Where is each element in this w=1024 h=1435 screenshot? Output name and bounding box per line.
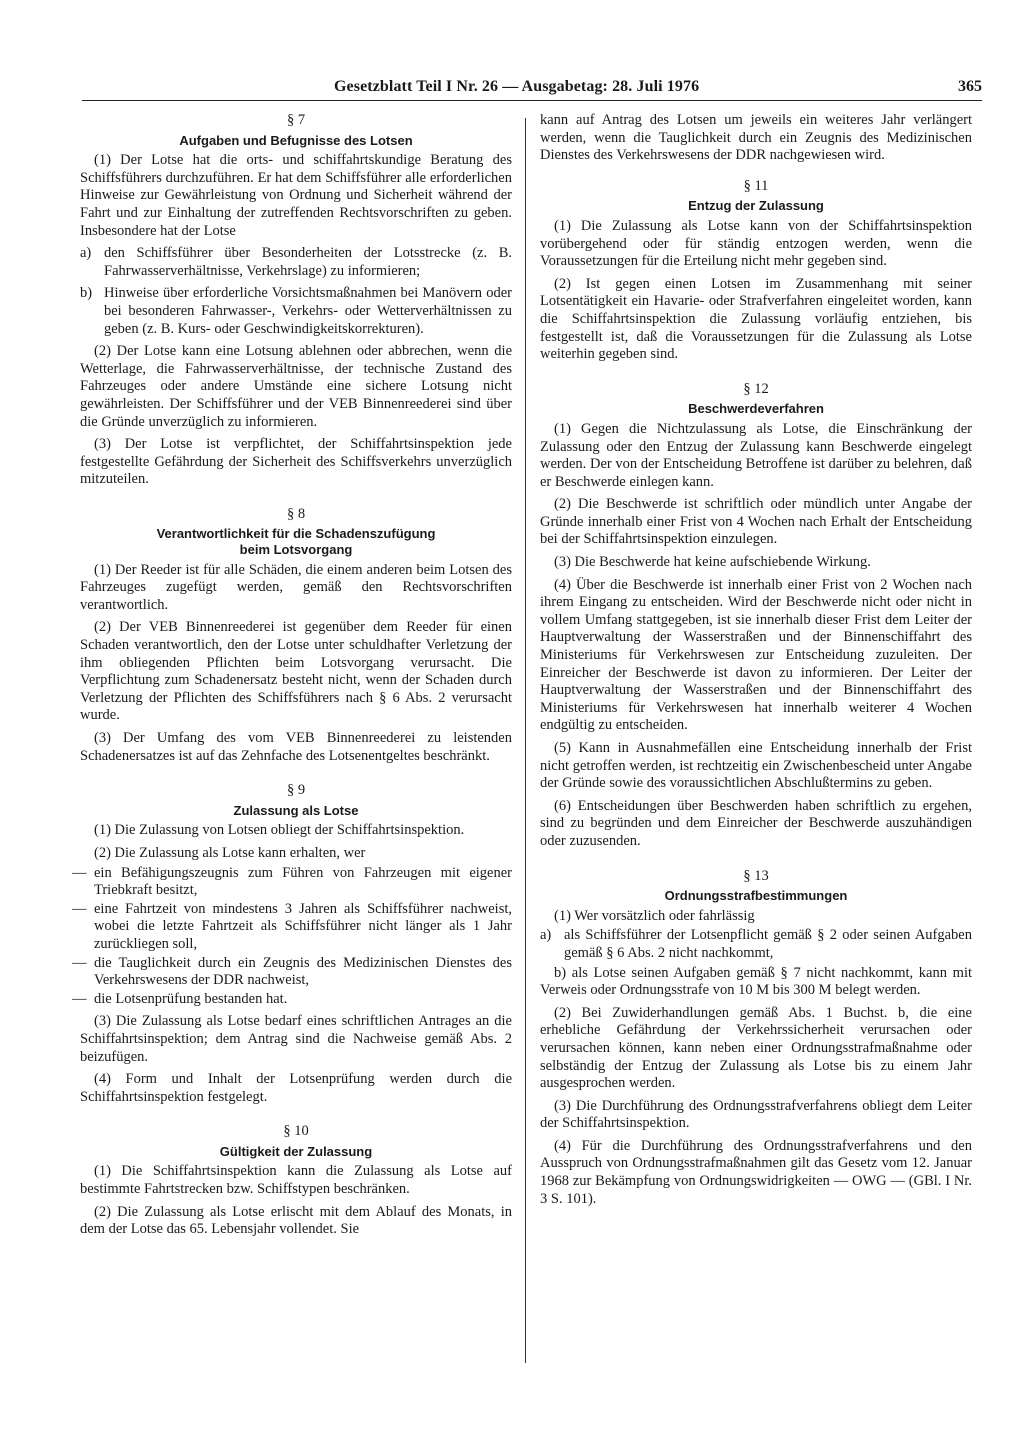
column-divider bbox=[525, 118, 526, 1363]
section-13 bbox=[540, 868, 972, 1209]
paragraph: (1) Die Zulassung als Lotse kann von der Schiffahrtsinspektion vorübergehend oder für ständig entzogen werden, wenn die Voraussetzungen für die Erteilung nicht mehr gegeben sind. bbox=[540, 217, 972, 270]
paragraph: (1) Die Zulassung von Lotsen obliegt der Schiffahrtsinspektion. bbox=[94, 822, 465, 839]
paragraph: (2) Der Lotse kann eine Lotsung ablehnen oder abbrechen, wenn die Wetterlage, die Fahrwasserverhältnisse, der technische Zustand des Fahrzeuges oder andere Umstände eine sichere Lotsung nicht gewährleisten. Der Schiffsführer und der VEB Binnenreederei sind über die Gründe unverzüglich zu informieren. bbox=[80, 343, 512, 430]
paragraph: (4) Form und Inhalt der Lotsenprüfung werden durch die Schiffahrtsinspektion festgelegt. bbox=[80, 1071, 512, 1105]
list-item bbox=[80, 245, 512, 280]
dash-item bbox=[72, 990, 512, 1009]
section-11 bbox=[540, 178, 972, 364]
right-column bbox=[540, 112, 972, 1213]
paragraph: (4) Über die Beschwerde ist innerhalb einer Frist von 2 Wochen nach ihrem Eingang zu entscheiden. Wird der Beschwerde nicht oder nicht in vollem Umfang stattgegeben, ist sie innerhalb dieser Frist dem Leiter der Hauptverwaltung der Wasserstraßen und der Binnenschiffahrt des Ministeriums für Verkehrswesen zur Entscheidung zuzuleiten. Der Einreicher der Beschwerde ist davon zu informieren. Der Leiter der Hauptverwaltung der Wasserstraßen und der Binnenschiffahrt des Ministeriums für Verkehrswesen hat innerhalb weiterer 4 Wochen endgültig zu entscheiden. bbox=[540, 576, 972, 734]
paragraph: (3) Der Lotse ist verpflichtet, der Schiffahrtsinspektion jede festgestellte Gefährdung der Sicherheit des Schiffsverkehrs unverzüglich mitzuteilen. bbox=[80, 436, 512, 488]
section-number: § 7 bbox=[286, 112, 306, 128]
section-number: § 8 bbox=[286, 505, 306, 522]
paragraph: (3) Die Beschwerde hat keine aufschiebende Wirkung. bbox=[554, 554, 871, 571]
section-12 bbox=[540, 381, 972, 851]
list-item-text: Hinweise über erforderliche Vorsichtsmaßnahmen bei Manövern oder bei besonderen Fahrwasser-, Verkehrs- oder Wetterverhältnissen zu geben (z. B. Kurs- oder Geschwindigkeitskorrekturen). bbox=[104, 285, 512, 337]
paragraph: (4) Für die Durchführung des Ordnungsstrafverfahrens und den Ausspruch von Ordnungsstrafmaßnahmen gilt das Gesetz vom 12. Januar 1968 zur Bekämpfung von Ordnungswidrigkeiten — OWG — (GBl. I Nr. 3 S. 101). bbox=[540, 1137, 972, 1207]
paragraph: b) als Lotse seinen Aufgaben gemäß § 7 nicht nachkommt, kann mit Verweis oder Ordnungsstrafe von 10 M bis 300 M belegt werden. bbox=[540, 964, 972, 999]
section-title: Zulassung als Lotse bbox=[233, 802, 359, 818]
paragraph: (2) Die Zulassung als Lotse erlischt mit dem Ablauf des Monats, in dem der Lotse das 65. Lebensjahr vollendet. Sie bbox=[80, 1203, 512, 1238]
dash-item bbox=[72, 954, 512, 990]
dash-item bbox=[72, 900, 512, 954]
dash-marker: — bbox=[72, 900, 87, 917]
list-marker: b) bbox=[80, 285, 93, 302]
paragraph: (1) Die Schiffahrtsinspektion kann die Zulassung als Lotse auf bestimmte Fahrtstrecken bzw. Schiffstypen beschränken. bbox=[80, 1163, 512, 1198]
section-title: Beschwerdeverfahren bbox=[688, 401, 824, 417]
list-marker: a) bbox=[80, 245, 92, 262]
section-title: Gültigkeit der Zulassung bbox=[219, 1143, 373, 1159]
paragraph: (3) Der Umfang des vom VEB Binnenreederei zu leistenden Schadenersatzes ist auf das Zehnfache des Lotsenentgeltes beschränkt. bbox=[80, 730, 512, 764]
header-rule bbox=[82, 100, 982, 101]
section-number: § 11 bbox=[743, 177, 769, 194]
section-title: Aufgaben und Befugnisse des Lotsen bbox=[179, 132, 413, 148]
list-item-text: ein Befähigungszeugnis zum Führen von Fahrzeugen mit eigener Triebkraft besitzt, bbox=[94, 864, 512, 899]
section-9 bbox=[72, 782, 512, 1106]
paragraph: (1) Der Lotse hat die orts- und schiffahrtskundige Beratung des Schiffsführers durchzuführen. Er hat dem Schiffsführer alle erforderlichen Hinweise zur Gewährleistung von Ordnung und Sicherheit während der Fahrt und zur Einhaltung der zutreffenden Rechtsvorschriften zu geben. Insbesondere hat der Lotse bbox=[80, 152, 512, 239]
section-title-line-2: beim Lotsvorgang bbox=[239, 542, 353, 558]
paragraph: (3) Die Durchführung des Ordnungsstrafverfahrens obliegt dem Leiter der Schiffahrtsinspektion. bbox=[540, 1097, 972, 1132]
list-item-text: die Lotsenprüfung bestanden hat. bbox=[94, 990, 288, 1007]
paragraph: (2) Der VEB Binnenreederei ist gegenüber dem Reeder für einen Schaden verantwortlich, den der Lotse unter schuldhafter Verletzung der ihm obliegenden Pflichten beim Lotsvorgang verursacht. Die Verpflichtung zum Schadenersatz besteht nicht, wenn der Schaden durch Verletzung der Pflichten des Schiffsführers nach § 6 Abs. 2 verursacht wurde. bbox=[80, 619, 512, 724]
section-title: Verantwortlichkeit für die Schadenszufügung bbox=[156, 526, 436, 542]
section-7 bbox=[80, 112, 512, 489]
list-item bbox=[540, 927, 972, 962]
paragraph: (2) Die Beschwerde ist schriftlich oder mündlich unter Angabe der Gründe innerhalb einer Frist von 4 Wochen nach Erhalt der Entscheidung bei der Schiffahrtsinspektion einzulegen. bbox=[540, 496, 972, 548]
paragraph: (1) Gegen die Nichtzulassung als Lotse, die Einschränkung der Zulassung oder den Entzug der Zulassung kann Beschwerde eingelegt werden. Der von der Entscheidung Betroffene ist darüber zu belehren, daß er Beschwerde einlegen kann. bbox=[540, 420, 972, 490]
paragraph: (5) Kann in Ausnahmefällen eine Entscheidung innerhalb der Frist nicht getroffen werden, ist rechtzeitig ein Zwischenbescheid unter Angabe der Gründe sowie des voraussichtlichen Abschlußtermins zu geben. bbox=[540, 740, 972, 792]
section-number: § 10 bbox=[283, 1123, 309, 1140]
paragraph: (6) Entscheidungen über Beschwerden haben schriftlich zu ergehen, sind zu begründen und dem Einreicher der Beschwerde auszuhändigen oder zuzusenden. bbox=[540, 797, 972, 849]
list-item-text: die Tauglichkeit durch ein Zeugnis des Medizinischen Dienstes des Verkehrswesens der DDR nachweist, bbox=[94, 954, 512, 989]
paragraph-continuation: kann auf Antrag des Lotsen um jeweils ein weiteres Jahr verlängert werden, wenn die Tauglichkeit durch ein Zeugnis des Medizinischen Dienstes des Verkehrswesens der DDR nachgewiesen wird. bbox=[540, 112, 972, 164]
section-number: § 13 bbox=[743, 867, 769, 884]
page-number: 365 bbox=[958, 78, 982, 95]
dash-item bbox=[72, 864, 512, 900]
header-title: Gesetzblatt Teil I Nr. 26 — Ausgabetag: 28. Juli 1976 bbox=[334, 78, 700, 95]
section-title: Ordnungsstrafbestimmungen bbox=[664, 888, 848, 904]
list-item-text: den Schiffsführer über Besonderheiten der Lotsstrecke (z. B. Fahrwasserverhältnisse, Verkehrslage) zu informieren; bbox=[104, 245, 512, 279]
paragraph: (1) Der Reeder ist für alle Schäden, die einem anderen beim Lotsen des Fahrzeuges zugefügt werden, gemäß den Rechtsvorschriften verantwortlich. bbox=[80, 561, 512, 613]
dash-marker: — bbox=[72, 990, 87, 1007]
list-item-text: als Schiffsführer der Lotsenpflicht gemäß § 2 oder seinen Aufgaben gemäß § 6 Abs. 2 nicht nachkommt, bbox=[564, 927, 972, 961]
paragraph: (2) Bei Zuwiderhandlungen gemäß Abs. 1 Buchst. b, die eine erhebliche Gefährdung der Verkehrssicherheit verursachen oder verursachen können, kann neben einer Ordnungsstrafmaßnahme oder selbständig der Entzug der Zulassung als Lotse bis zu einem Jahr ausgesprochen werden. bbox=[540, 1004, 972, 1092]
section-number: § 9 bbox=[286, 782, 306, 799]
paragraph: (3) Die Zulassung als Lotse bedarf eines schriftlichen Antrages an die Schiffahrtsinspektion; dem Antrag sind die Nachweise gemäß Abs. 2 beizufügen. bbox=[80, 1013, 512, 1065]
section-8 bbox=[80, 506, 512, 765]
left-column bbox=[72, 112, 512, 1244]
page-header bbox=[82, 76, 982, 100]
paragraph: (1) Wer vorsätzlich oder fahrlässig bbox=[554, 907, 755, 924]
dash-marker: — bbox=[72, 864, 87, 881]
section-number: § 12 bbox=[743, 380, 769, 397]
paragraph: (2) Ist gegen einen Lotsen im Zusammenhang mit seiner Lotsentätigkeit ein Havarie- oder Strafverfahren eingeleitet worden, kann die Schiffahrtsinspektion die Zulassung vorläufig entziehen, bis festgestellt ist, daß die Voraussetzungen für die Zulassung als Lotse weiterhin gegeben sind. bbox=[540, 275, 972, 363]
list-item-text: eine Fahrtzeit von mindestens 3 Jahren als Schiffsführer nachweist, wobei die letzte Fahrtzeit als Schiffsführer nicht länger als 1 Jahr zurückliegen soll, bbox=[94, 900, 512, 952]
dash-marker: — bbox=[72, 954, 87, 971]
list-marker: a) bbox=[540, 927, 552, 944]
list-item bbox=[80, 285, 512, 338]
section-title: Entzug der Zulassung bbox=[688, 198, 824, 214]
paragraph: (2) Die Zulassung als Lotse kann erhalten, wer bbox=[94, 844, 366, 861]
section-10 bbox=[80, 1123, 512, 1239]
